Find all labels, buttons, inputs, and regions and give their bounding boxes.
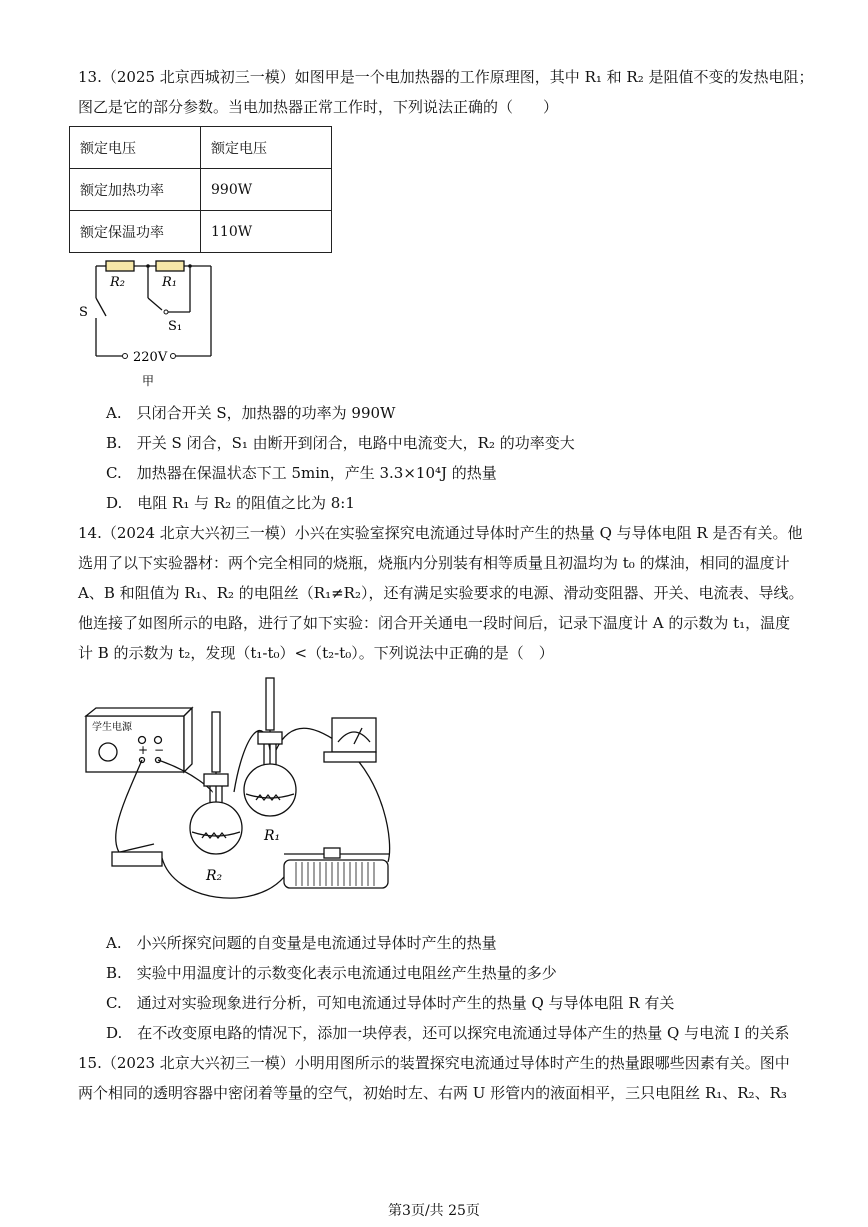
table-cell-value: 110W <box>201 211 332 253</box>
flask-r1 <box>244 764 296 816</box>
q14-option-c[interactable]: C. 通过对实验现象进行分析，可知电流通过导体时产生的热量 Q 与导体电阻 R 有关 <box>106 994 675 1012</box>
ammeter <box>332 718 376 752</box>
table-cell-key: 额定加热功率 <box>70 169 201 211</box>
rheostat <box>284 860 388 888</box>
switch <box>112 852 162 866</box>
label-r2: R₂ <box>110 275 125 290</box>
label-r1: R₁ <box>162 275 177 290</box>
label-voltage: 220V <box>133 350 168 365</box>
table-row <box>70 127 332 169</box>
q14-stem-line-1: 14.（2024 北京大兴初三一模）小兴在实验室探究电流通过导体时产生的热量 Q 与导体电阻 R 是否有关。他 <box>78 524 803 542</box>
q13-parameter-table <box>69 126 332 253</box>
table-cell-key: 额定电压 <box>70 127 201 169</box>
q13-option-a[interactable]: A. 只闭合开关 S，加热器的功率为 990W <box>106 404 396 422</box>
switch-s1 <box>148 298 162 310</box>
plus-terminal-label: + <box>138 743 149 757</box>
switch-s <box>96 298 106 316</box>
table-cell-value: 额定电压 <box>201 127 332 169</box>
table-row <box>70 211 332 253</box>
q15-stem-line-1: 15.（2023 北京大兴初三一模）小明用图所示的装置探究电流通过导体时产生的热量跟哪些因素有关。图中 <box>78 1054 790 1072</box>
q14-apparatus-figure <box>84 672 414 920</box>
minus-terminal-label: − <box>154 743 165 757</box>
table-cell-key: 额定保温功率 <box>70 211 201 253</box>
q14-option-d[interactable]: D. 在不改变原电路的情况下，添加一块停表，还可以探究电流通过导体产生的热量 Q 与电流 I 的关系 <box>106 1024 790 1042</box>
page-footer: 第3页/共 25页 <box>388 1203 480 1219</box>
q13-option-c[interactable]: C. 加热器在保温状态下工 5min，产生 3.3×10⁴J 的热量 <box>106 464 497 482</box>
q13-stem-line-1: 13.（2025 北京西城初三一模）如图甲是一个电加热器的工作原理图，其中 R₁ 和 R₂ 是阻值不变的发热电阻； <box>78 68 814 86</box>
q14-option-a[interactable]: A. 小兴所探究问题的自变量是电流通过导体时产生的热量 <box>106 934 497 952</box>
q13-stem-line-2: 图乙是它的部分参数。当电加热器正常工作时，下列说法正确的（ ） <box>78 98 559 116</box>
label-s1: S₁ <box>168 319 183 334</box>
table-row <box>70 169 332 211</box>
resistor-r2 <box>106 261 134 271</box>
label-s: S <box>79 305 88 320</box>
table-cell-value: 990W <box>201 169 332 211</box>
q14-stem-line-5: 计 B 的示数为 t₂，发现（t₁-t₀）<（t₂-t₀）。下列说法中正确的是（ ） <box>78 644 554 662</box>
label-r2: R₂ <box>206 868 223 884</box>
q13-option-b[interactable]: B. 开关 S 闭合，S₁ 由断开到闭合，电路中电流变大，R₂ 的功率变大 <box>106 434 575 452</box>
q14-stem-line-3: A、B 和阻值为 R₁、R₂ 的电阻丝（R₁≠R₂），还有满足实验要求的电源、滑动变阻器、开关、电流表、导线。 <box>78 584 804 602</box>
figure-caption: 甲 <box>142 374 155 388</box>
q13-option-d[interactable]: D. 电阻 R₁ 与 R₂ 的阻值之比为 8:1 <box>106 494 355 512</box>
q14-stem-line-2: 选用了以下实验器材：两个完全相同的烧瓶，烧瓶内分别装有相等质量且初温均为 t₀ 的煤油，相同的温度计 <box>78 554 790 572</box>
q14-stem-line-4: 他连接了如图所示的电路，进行了如下实验：闭合开关通电一段时间后，记录下温度计 A 的示数为 t₁，温度 <box>78 614 791 632</box>
q14-option-b[interactable]: B. 实验中用温度计的示数变化表示电流通过电阻丝产生热量的多少 <box>106 964 557 982</box>
label-r1: R₁ <box>264 828 281 844</box>
power-supply-label: 学生电源 <box>92 722 132 733</box>
q15-stem-line-2: 两个相同的透明容器中密闭着等量的空气，初始时左、右两 U 形管内的液面相平，三只电阻丝 R₁、R₂、R₃ <box>78 1084 787 1102</box>
flask-r2 <box>190 802 242 854</box>
q13-circuit-diagram <box>70 252 230 392</box>
resistor-r1 <box>156 261 184 271</box>
